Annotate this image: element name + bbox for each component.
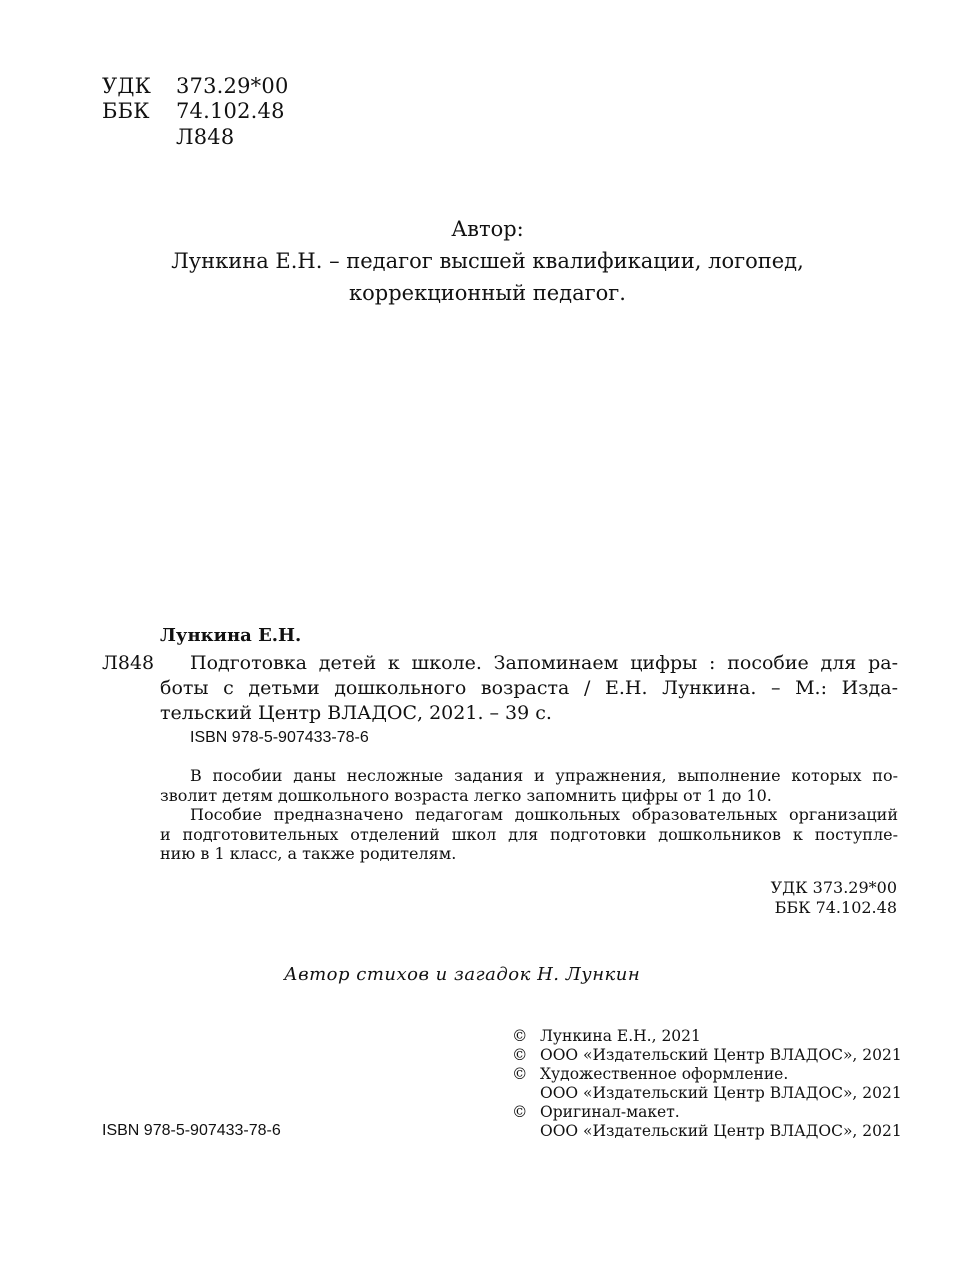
annotation-line-5: нию в 1 класс, а также родителям.	[160, 844, 457, 863]
copyright-item: ООО «Издательский Центр ВЛАДОС», 2021	[540, 1122, 902, 1140]
udk-row	[102, 74, 289, 98]
author-mark-row	[102, 125, 234, 149]
udk-label: УДК	[102, 74, 152, 98]
isbn-bottom: ISBN 978-5-907433-78-6	[102, 1122, 281, 1139]
author-mark: Л848	[176, 125, 235, 149]
card-line-3: тельский Центр ВЛАДОС, 2021. – 39 с.	[160, 702, 552, 724]
annotation-line-3: Пособие предназначено педагогам дошкольных образовательных организаций	[190, 805, 898, 824]
copyright-line-4	[512, 1084, 902, 1102]
annotation-line-4: и подготовительных отделений школ для подготовки дошкольников к поступле-	[160, 825, 898, 844]
copyright-item: Оригинал-макет.	[540, 1103, 680, 1121]
author-description-line-1: Лункина Е.Н. – педагог высшей квалификации, логопед,	[171, 249, 804, 273]
copyright-item: Лункина Е.Н., 2021	[540, 1027, 701, 1045]
copyright-item: Художественное оформление.	[540, 1065, 789, 1083]
bbk-value: 74.102.48	[176, 99, 285, 123]
copyright-line-6	[512, 1122, 902, 1140]
copyright-symbol: ©	[512, 1046, 528, 1064]
card-author: Лункина Е.Н.	[160, 625, 302, 646]
card-isbn: ISBN 978-5-907433-78-6	[190, 729, 369, 746]
card-udk: УДК 373.29*00	[770, 878, 897, 897]
bbk-row	[102, 99, 285, 123]
copyright-symbol: ©	[512, 1103, 528, 1121]
author-heading: Автор:	[451, 217, 524, 241]
card-bbk: ББК 74.102.48	[774, 898, 897, 917]
copyright-line-3	[512, 1065, 788, 1083]
card-line-1: Подготовка детей к школе. Запоминаем цифры : пособие для ра-	[190, 652, 898, 674]
annotation-line-2: зволит детям дошкольного возраста легко запомнить цифры от 1 до 10.	[160, 786, 772, 805]
bbk-label: ББК	[102, 99, 150, 123]
card-line-2: боты с детьми дошкольного возраста / Е.Н. Лункина. – М.: Изда-	[160, 677, 898, 699]
copyright-line-1	[512, 1027, 701, 1045]
annotation-line-1: В пособии даны несложные задания и упражнения, выполнение которых по-	[190, 766, 898, 785]
copyright-symbol: ©	[512, 1065, 528, 1083]
copyright-line-2	[512, 1046, 902, 1064]
card-code: Л848	[102, 652, 155, 674]
copyright-item: ООО «Издательский Центр ВЛАДОС», 2021	[540, 1084, 902, 1102]
copyright-item: ООО «Издательский Центр ВЛАДОС», 2021	[540, 1046, 902, 1064]
udk-value: 373.29*00	[176, 74, 289, 98]
verses-author: Автор стихов и загадок Н. Лункин	[284, 964, 641, 985]
copyright-line-5	[512, 1103, 680, 1121]
copyright-symbol: ©	[512, 1027, 528, 1045]
author-description-line-2: коррекционный педагог.	[349, 281, 626, 305]
